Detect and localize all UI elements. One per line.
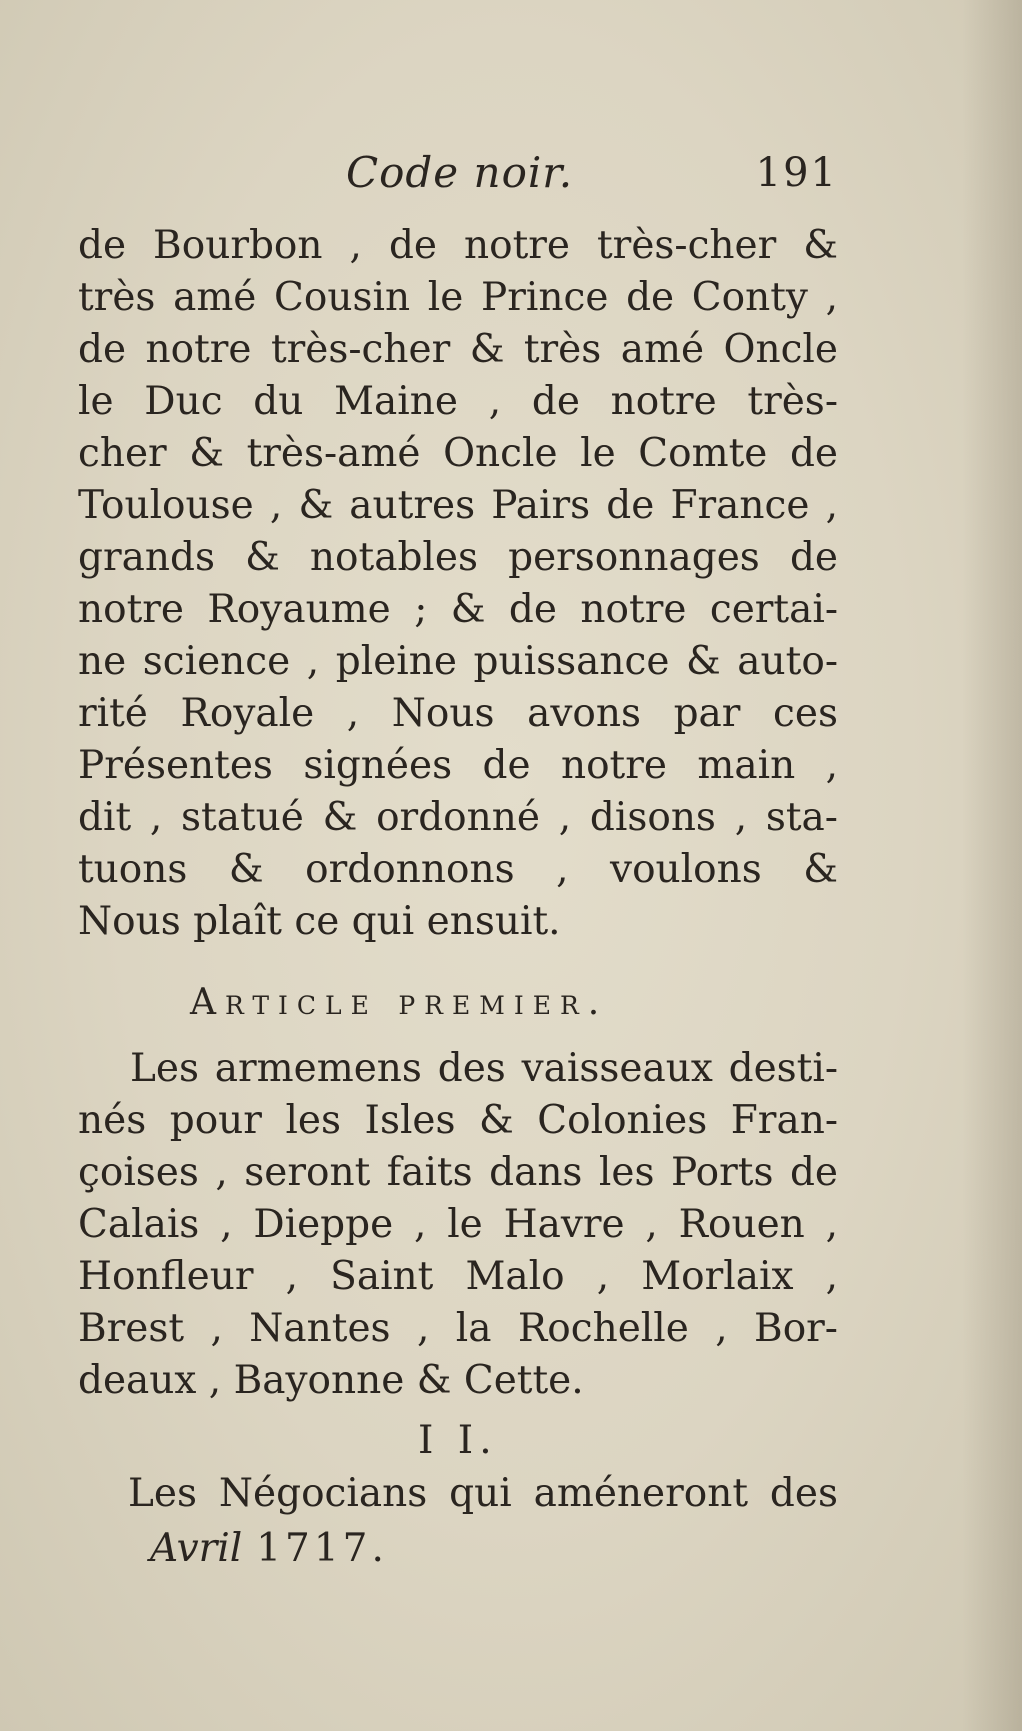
text-line: Les armemens des vaisseaux desti- — [130, 1046, 838, 1091]
article-2-paragraph — [128, 1468, 838, 1520]
text-line: ne science , pleine puissance & auto- — [78, 639, 838, 684]
text-line: deaux , Bayonne & Cette. — [78, 1358, 584, 1403]
text-line: Présentes signées de notre main , — [78, 743, 838, 788]
text-line: Toulouse , & autres Pairs de France , — [78, 483, 838, 528]
text-line: très amé Cousin le Prince de Conty , — [78, 275, 838, 320]
text-line: dit , statué & ordonné , disons , sta- — [78, 795, 838, 840]
running-header — [78, 148, 838, 208]
body-paragraph — [78, 220, 838, 948]
text-line: Les Négocians qui améneront des — [128, 1471, 838, 1516]
text-line: cher & très-amé Oncle le Comte de — [78, 431, 838, 476]
signature-mark — [150, 1526, 388, 1571]
text-line: çoises , seront faits dans les Ports de — [78, 1150, 838, 1195]
signature-month: Avril — [150, 1526, 243, 1571]
article-1-paragraph — [78, 1043, 838, 1407]
text-line: tuons & ordonnons , voulons & — [78, 847, 838, 892]
article-heading: Article premier. — [190, 982, 609, 1023]
text-line: Honfleur , Saint Malo , Morlaix , — [78, 1254, 838, 1299]
text-line: Calais , Dieppe , le Havre , Rouen , — [78, 1202, 838, 1247]
page-number: 191 — [755, 150, 838, 196]
article-number: I I. — [418, 1418, 498, 1463]
text-line: Nous plaît ce qui ensuit. — [78, 899, 561, 944]
text-line: de notre très-cher & très amé Oncle — [78, 327, 838, 372]
text-line: Brest , Nantes , la Rochelle , Bor- — [78, 1306, 838, 1351]
text-line: le Duc du Maine , de notre très- — [78, 379, 838, 424]
text-line: de Bourbon , de notre très-cher & — [78, 223, 838, 268]
text-line: notre Royaume ; & de notre certai- — [78, 587, 838, 632]
signature-year: 1717. — [256, 1526, 388, 1571]
text-line: grands & notables personnages de — [78, 535, 838, 580]
running-title: Code noir. — [346, 148, 574, 197]
text-line: rité Royale , Nous avons par ces — [78, 691, 838, 736]
text-line: nés pour les Isles & Colonies Fran- — [78, 1098, 838, 1143]
